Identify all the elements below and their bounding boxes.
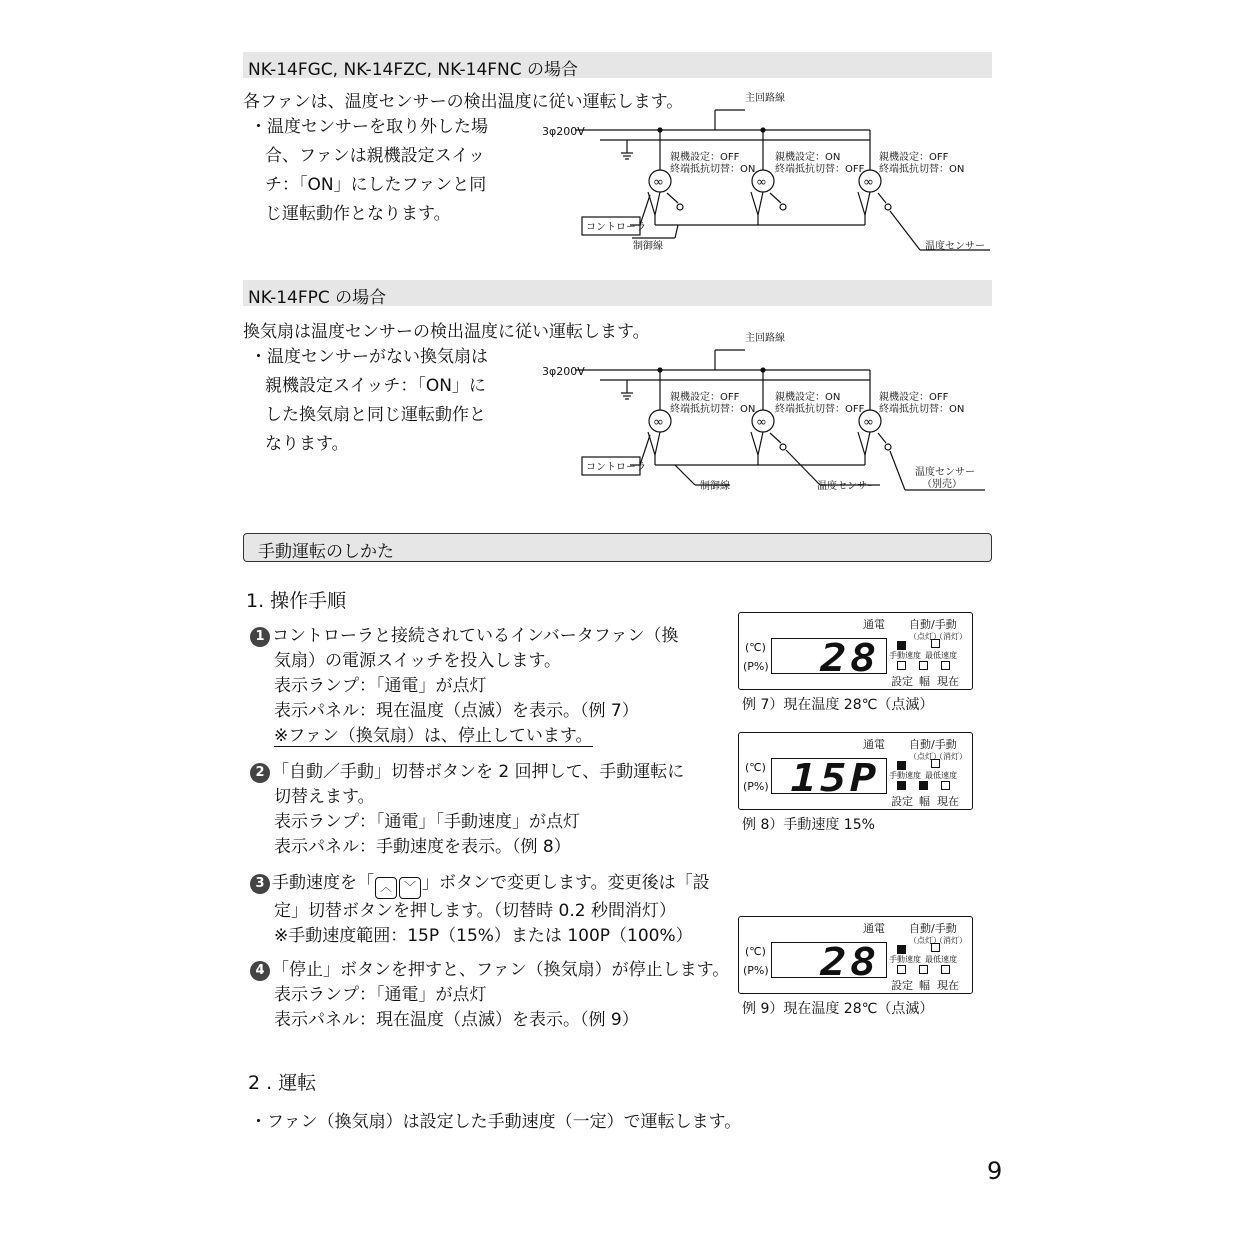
setting-lamp: [897, 965, 906, 974]
voltage-label: 3φ200V: [542, 365, 585, 378]
unlit-label: （消灯）: [935, 752, 967, 761]
bullet-line: した換気扇と同じ運転動作と: [265, 405, 486, 425]
step-number: 2: [250, 763, 270, 783]
manual-section-header: [243, 533, 992, 562]
fan-icon: ∞: [863, 175, 874, 190]
width-label: 幅: [919, 979, 930, 992]
lit-label: （点灯）: [909, 752, 941, 761]
fan3-terminal: 終端抵抗切替：ON: [879, 164, 965, 175]
step-3: [250, 871, 710, 949]
fan2-setting: 親機設定：ON: [775, 152, 841, 163]
fan1-terminal: 終端抵抗切替：ON: [670, 404, 756, 415]
wiring-diagram-2: [530, 325, 995, 500]
step-text: コントローラと接続されているインバータファン（換: [272, 626, 679, 646]
auto-manual-label: 自動/手動: [909, 922, 957, 935]
step-text: 表示ランプ：「通電」が点灯: [274, 676, 487, 696]
lcd-value: 28: [820, 636, 880, 680]
section-lead: 各ファンは、温度センサーの検出温度に従い運転します。: [243, 92, 684, 112]
bullet-line: ・温度センサーがない換気扇は: [250, 347, 488, 367]
setting-lamp: [897, 661, 906, 670]
auto-manual-label: 自動/手動: [909, 738, 957, 751]
current-lamp: [941, 661, 950, 670]
width-label: 幅: [919, 675, 930, 688]
step-warning: ※ファン（換気扇）は、停止しています。: [274, 726, 593, 746]
width-lamp: [919, 661, 928, 670]
controller-label: コントローラ: [586, 222, 646, 233]
sensor-label: 温度センサー: [925, 241, 985, 252]
auto-manual-lamp: [931, 943, 940, 952]
operation-text: ・ファン（換気扇）は設定した手動速度（一定）で運転します。: [250, 1112, 742, 1132]
bullet-line: チ：「ON」にしたファンと同: [265, 175, 487, 195]
display-panel-example-9: [738, 916, 973, 994]
lcd-display: [771, 756, 887, 800]
control-line-label: 制御線: [633, 241, 663, 252]
setting-label: 設定: [891, 979, 913, 992]
power-lamp: [897, 641, 906, 650]
section-title: NK-14FGC, NK-14FZC, NK-14FNC の場合: [248, 60, 579, 80]
setting-label: 設定: [891, 675, 913, 688]
fan3-setting: 親機設定：OFF: [879, 152, 949, 163]
bullet-line: じ運転動作となります。: [265, 204, 451, 224]
fan-icon: ∞: [863, 415, 874, 430]
subheading-operation: 2 . 運転: [248, 1072, 317, 1094]
main-line-label: 主回路線: [745, 93, 785, 104]
step-text: 」ボタンで変更します。変更後は「設: [422, 873, 710, 893]
step-text: 気扇）の電源スイッチを投入します。: [274, 651, 561, 671]
section-title: 手動運転のしかた: [258, 542, 394, 562]
step-text: 表示ランプ：「通電」「手動速度」が点灯: [274, 812, 580, 832]
unit-c-label: (℃): [745, 641, 766, 654]
current-label: 現在: [937, 675, 959, 688]
main-line-label: 主回路線: [745, 333, 785, 344]
unlit-label: （消灯）: [935, 632, 967, 641]
unlit-label: （消灯）: [935, 936, 967, 945]
current-label: 現在: [937, 795, 959, 808]
panel-caption: 例 7）現在温度 28℃（点滅）: [742, 697, 934, 713]
step-text: 表示パネル：現在温度（点滅）を表示。（例 7）: [274, 701, 639, 721]
section-header-fgc: [243, 52, 992, 78]
fan2-setting: 親機設定：ON: [775, 392, 841, 403]
step-1: [250, 624, 678, 749]
min-speed-label: 最低速度: [925, 771, 957, 780]
step-text: 表示ランプ：「通電」が点灯: [274, 985, 487, 1005]
display-panel-example-7: [738, 612, 973, 690]
width-label: 幅: [919, 795, 930, 808]
control-line-label: 制御線: [700, 481, 730, 492]
step-text: 切替えます。: [274, 787, 375, 807]
manual-speed-lamp: [897, 781, 906, 790]
unit-c-label: (℃): [745, 945, 766, 958]
unit-p-label: (P%): [743, 660, 769, 673]
fan1-setting: 親機設定：OFF: [670, 392, 740, 403]
display-panel-example-8: [738, 732, 973, 810]
manual-speed-label: 手動速度: [889, 771, 921, 780]
fan1-setting: 親機設定：OFF: [670, 152, 740, 163]
width-lamp: [919, 965, 928, 974]
step-number: 3: [250, 874, 270, 894]
step-4: [250, 958, 729, 1033]
step-text: ※手動速度範囲：15P（15%）または 100P（100%）: [274, 926, 693, 946]
bullet-note: [250, 113, 488, 229]
lcd-display: [771, 636, 887, 680]
power-label: 通電: [863, 738, 885, 751]
setting-label: 設定: [891, 795, 913, 808]
optional-sensor-note: （別売）: [922, 479, 962, 490]
step-text: 定」切替ボタンを押します。（切替時 0.2 秒間消灯）: [274, 901, 676, 921]
fan3-terminal: 終端抵抗切替：ON: [879, 404, 965, 415]
fan3-setting: 親機設定：OFF: [879, 392, 949, 403]
lcd-value: 15P: [790, 756, 880, 800]
power-label: 通電: [863, 922, 885, 935]
step-2: [250, 760, 684, 860]
fan2-terminal: 終端抵抗切替：OFF: [775, 404, 865, 415]
unit-c-label: (℃): [745, 761, 766, 774]
current-lamp: [941, 781, 950, 790]
step-number: 4: [250, 961, 270, 981]
step-text: 手動速度を「: [272, 873, 374, 893]
bullet-note: [250, 343, 488, 459]
section-lead: 換気扇は温度センサーの検出温度に従い運転します。: [243, 322, 650, 342]
fan-icon: ∞: [756, 415, 767, 430]
panel-caption: 例 9）現在温度 28℃（点滅）: [742, 1001, 934, 1017]
fan1-terminal: 終端抵抗切替：ON: [670, 164, 756, 175]
section-header-fpc: [243, 280, 992, 306]
page-number: 9: [987, 1157, 1003, 1185]
fan-icon: ∞: [653, 175, 664, 190]
power-lamp: [897, 761, 906, 770]
lit-label: （点灯）: [909, 632, 941, 641]
lcd-display: [771, 940, 887, 984]
fan2-terminal: 終端抵抗切替：OFF: [775, 164, 865, 175]
unit-p-label: (P%): [743, 780, 769, 793]
auto-manual-label: 自動/手動: [909, 618, 957, 631]
voltage-label: 3φ200V: [542, 125, 585, 138]
subheading-procedure: 1. 操作手順: [246, 590, 347, 612]
step-text: 「自動／手動」切替ボタンを 2 回押して、手動運転に: [272, 762, 685, 782]
bullet-line: 合、ファンは親機設定スイッ: [265, 146, 485, 166]
step-text: 「停止」ボタンを押すと、ファン（換気扇）が停止します。: [272, 960, 730, 980]
min-speed-label: 最低速度: [925, 955, 957, 964]
current-lamp: [941, 965, 950, 974]
step-text: 表示パネル：手動速度を表示。（例 8）: [274, 837, 571, 857]
fan-icon: ∞: [653, 415, 664, 430]
unit-p-label: (P%): [743, 964, 769, 977]
wiring-diagram-1: [530, 85, 995, 260]
fan-icon: ∞: [756, 175, 767, 190]
panel-caption: 例 8）手動速度 15%: [742, 817, 875, 833]
min-speed-label: 最低速度: [925, 651, 957, 660]
sensor-label: 温度センサー: [817, 481, 877, 492]
up-button-icon: ︿: [375, 877, 397, 899]
auto-manual-lamp: [931, 759, 940, 768]
step-number: 1: [250, 627, 270, 647]
down-button-icon: ﹀: [399, 877, 421, 899]
power-lamp: [897, 945, 906, 954]
current-label: 現在: [937, 979, 959, 992]
auto-manual-lamp: [931, 639, 940, 648]
width-lamp: [919, 781, 928, 790]
step-text: 表示パネル：現在温度（点滅）を表示。（例 9）: [274, 1010, 639, 1030]
manual-speed-label: 手動速度: [889, 651, 921, 660]
optional-sensor-label: 温度センサー: [915, 467, 975, 478]
lcd-value: 28: [820, 940, 880, 984]
bullet-line: なります。: [265, 434, 349, 454]
bullet-line: 親機設定スイッチ：「ON」に: [265, 376, 486, 396]
manual-speed-label: 手動速度: [889, 955, 921, 964]
power-label: 通電: [863, 618, 885, 631]
bullet-line: ・温度センサーを取り外した場: [250, 117, 488, 137]
controller-label: コントローラ: [586, 462, 646, 473]
lit-label: （点灯）: [909, 936, 941, 945]
section-title: NK-14FPC の場合: [248, 288, 387, 308]
